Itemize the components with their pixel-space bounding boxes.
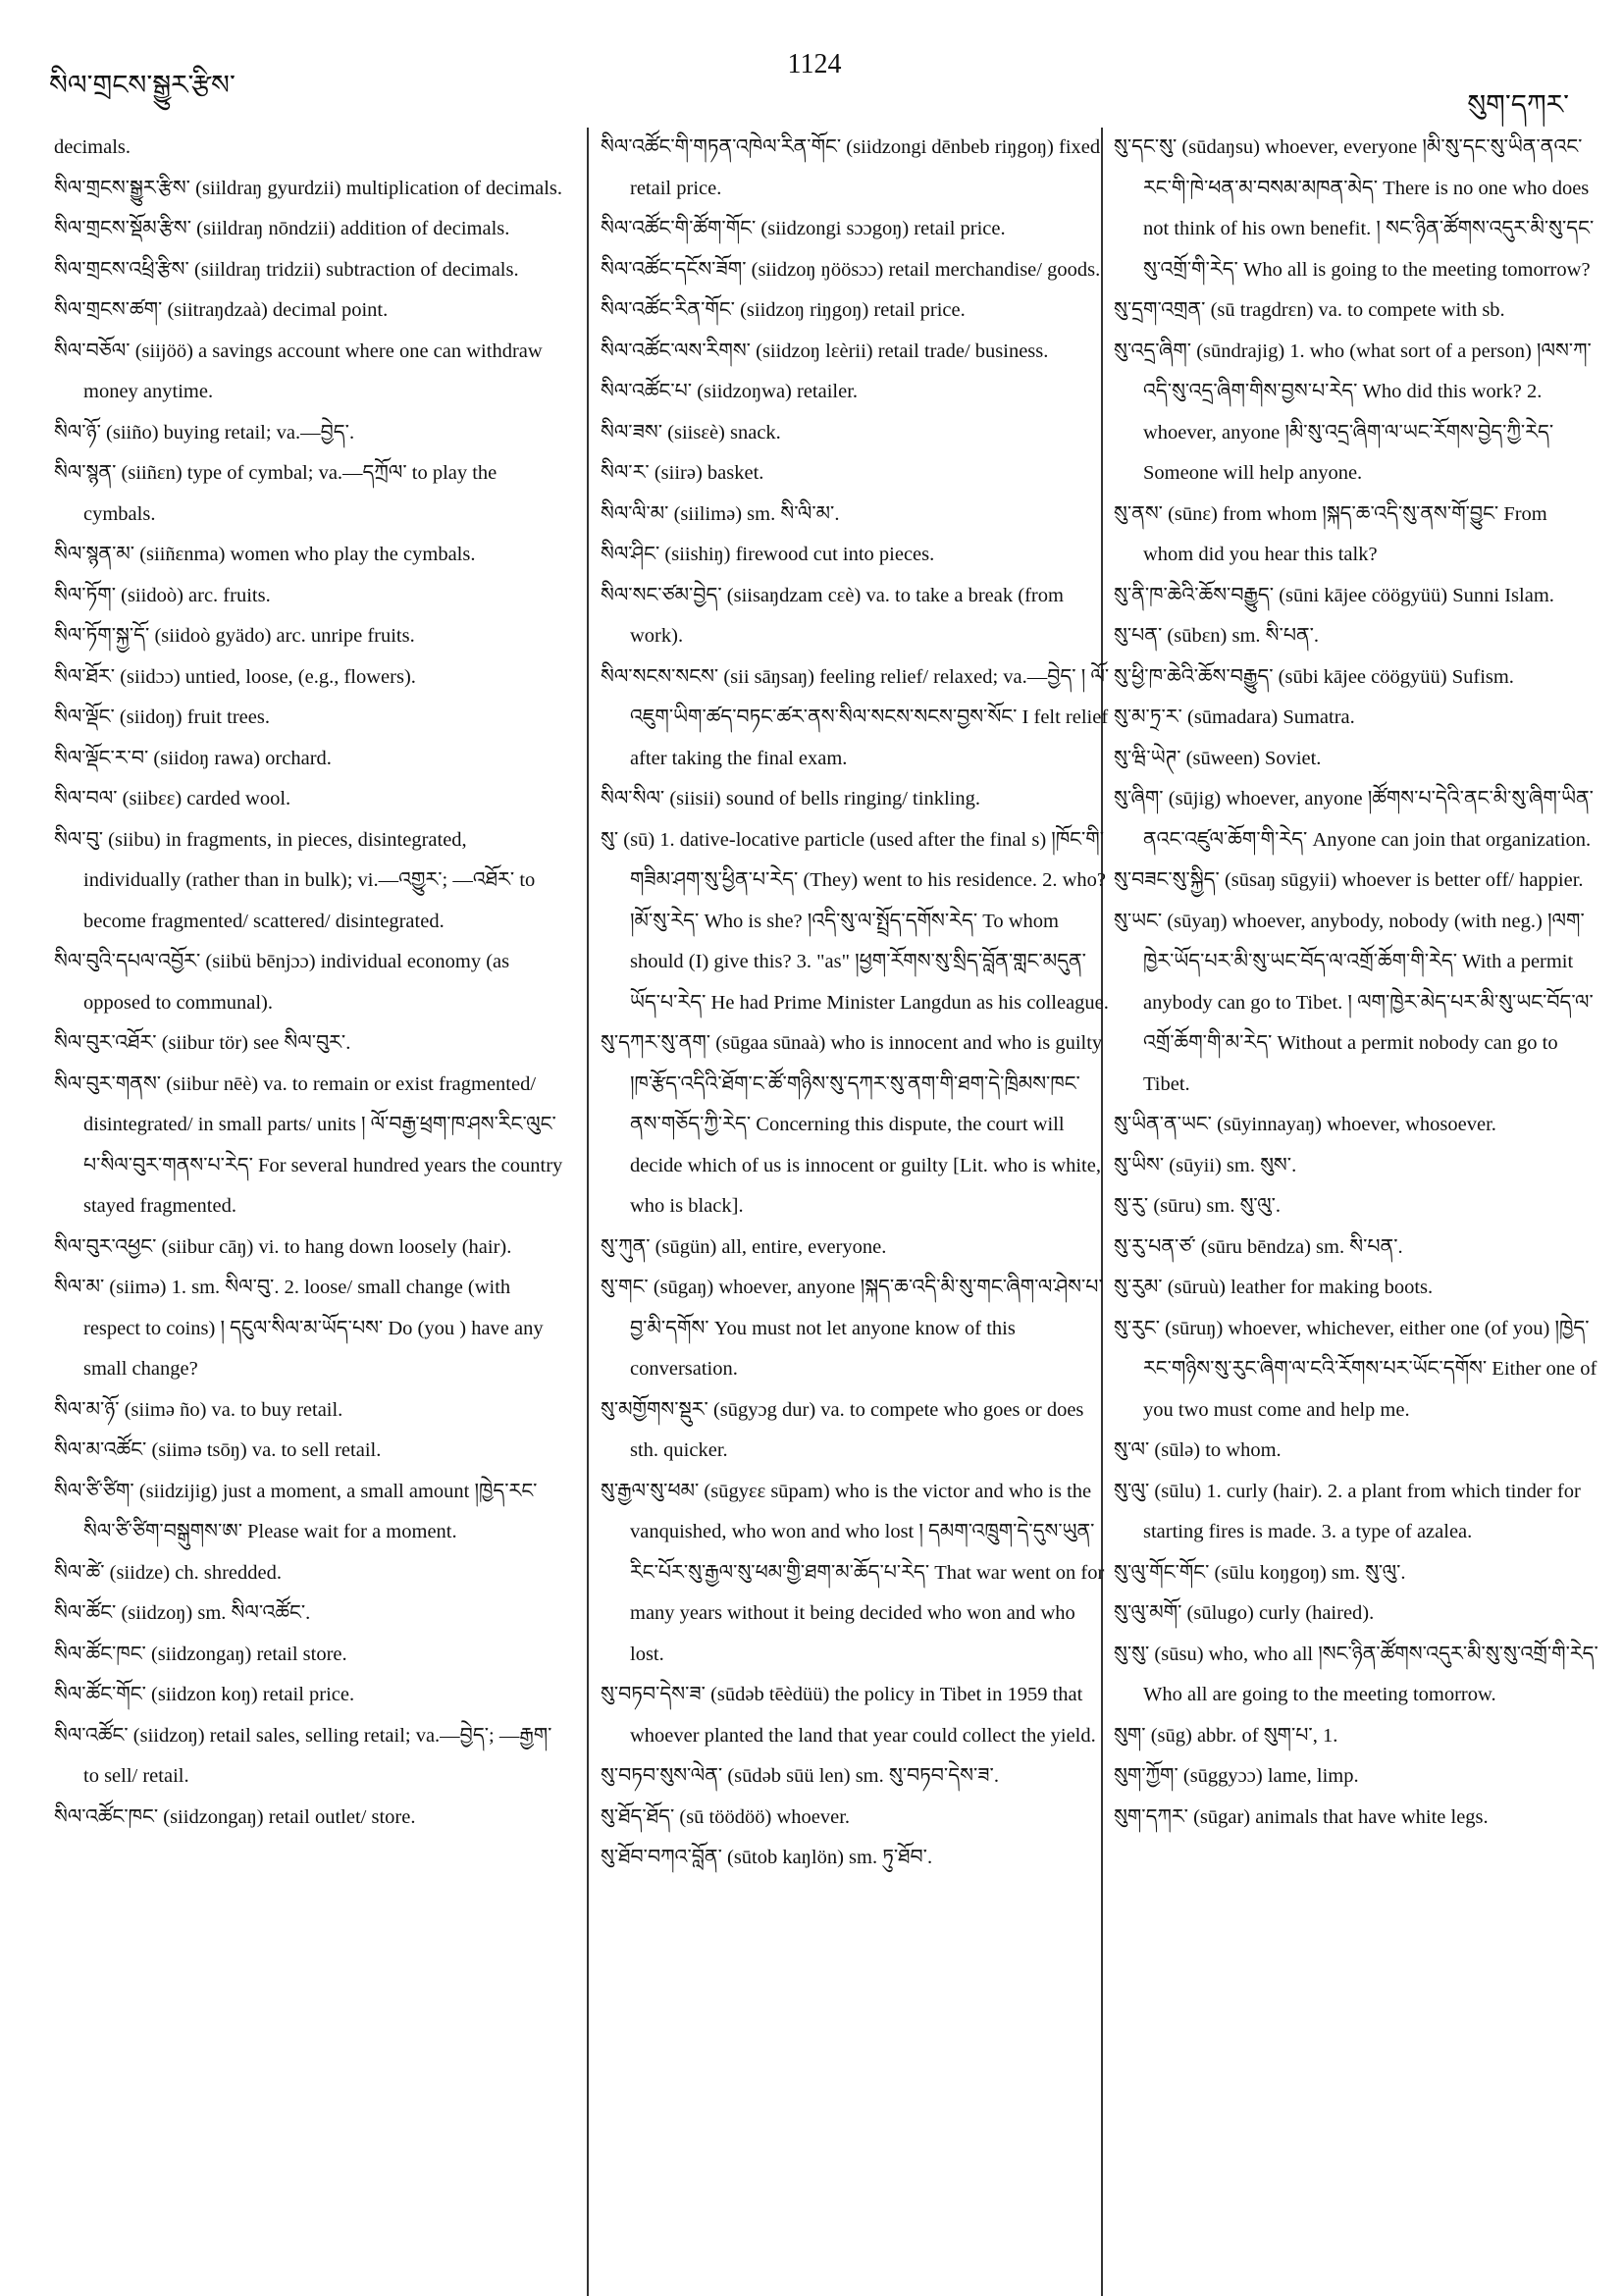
- dictionary-entry: སིལ་འཚོང་རིན་གོང་ (siidzoŋ riŋgoŋ) retail price.: [601, 299, 966, 321]
- dictionary-entry: སུ་རུང་ (sūruŋ) whoever, whichever, either one (of you) །ཁྱེད་རང་གཉིས་སུ་རུང་ཞིག་ལ་ངའི་རོགས་པར་ཡོང་དགོས་ Either one of you two must come and help me.: [1114, 1317, 1597, 1421]
- dictionary-entry: སིལ་འཚོང་གི་ཚོག་གོང་ (siidzongi sɔɔgoŋ) retail price.: [601, 218, 1006, 239]
- column-divider: [587, 128, 589, 2296]
- dictionary-entry: སིལ་ལྡོང་ (siidoŋ) fruit trees.: [54, 706, 270, 728]
- dictionary-entry: སུ་ལུ་གོང་གོང་ (sūlu koŋgoŋ) sm. སུ་ལུ་.: [1114, 1561, 1406, 1584]
- column-right: [1114, 128, 1599, 2286]
- dictionary-entry: སིལ་ཉོ་ (siiño) buying retail; va.—བྱེད་.: [54, 421, 355, 444]
- dictionary-entry: སུ་ཕྱི་ཁ་ཆེའི་ཆོས་བརྒྱུད་ (sūbi kājee cöögyüü) Sufism.: [1114, 665, 1514, 688]
- dictionary-entry: སིལ་བུར་འཐོར་ (siibur tör) see སིལ་བུར་.: [54, 1032, 351, 1054]
- dictionary-entry: སུག་དཀར་ (sūgar) animals that have white legs.: [1114, 1805, 1489, 1828]
- dictionary-entry: སུ་དང་སུ་ (sūdaŋsu) whoever, everyone །མི་སུ་དང་སུ་ཡིན་ནའང་རང་གི་ཁེ་ཕན་མ་བསམ་མཁན་མེད་ There is no one who does not think of his own benefit. ། སང་ཉིན་ཚོགས་འདུར་མི་སུ་དང་སུ་འགྲོ་གི་རེད་ Who all is going to the meeting tomorrow?: [1114, 136, 1595, 281]
- dictionary-entry: སུ་ཀུན་ (sūgün) all, entire, everyone.: [601, 1235, 887, 1258]
- dictionary-entry: སིལ་བུར་གནས་ (siibur nēè) va. to remain or exist fragmented/ disintegrated/ in small parts/ units ། ལོ་བརྒྱ་ཕྲག་ཁ་ཤས་རིང་ལུང་པ་སིལ་བུར་གནས་པ་རེད་ For several hundred years the country stayed fragmented.: [54, 1072, 563, 1217]
- dictionary-entry: སུ་འདྲ་ཞིག་ (sūndrajig) 1. who (what sort of a person) །ལས་ཀ་འདི་སུ་འདྲ་ཞིག་གིས་བྱས་པ་རེད་ Who did this work? 2. whoever, anyone །མི་སུ་འདྲ་ཞིག་ལ་ཡང་རོགས་བྱེད་ཀྱི་རེད་ Someone will help anyone.: [1114, 339, 1592, 484]
- dictionary-entry: སིལ་ཏོག་ (siidoò) arc. fruits.: [54, 584, 271, 606]
- dictionary-entry: སུ་ལུ་ (sūlu) 1. curly (hair). 2. a plant from which tinder for starting fires is made. 3. a type of azalea.: [1114, 1480, 1581, 1542]
- dictionary-entry: སིལ་ཚོང་ཁང་ (siidzongaŋ) retail store.: [54, 1643, 347, 1665]
- dictionary-entry: སུ་ (sū) 1. dative-locative particle (used after the final s) །ཁོང་གི་གཟིམ་ཤག་སུ་ཕྱིན་པ་རེད་ (They) went to his residence. 2. who? །མོ་སུ་རེད་ Who is she? །འདི་སུ་ལ་སྤྲོད་དགོས་རེད་ To whom should (I) give this? 3. "as" །ཕྱག་རོགས་སུ་སྲིད་བློན་གླང་མདུན་ཡོད་པ་རེད་ He had Prime Minister Langdun as his colleague.: [601, 828, 1109, 1014]
- running-head-right: སུག་དཀར་: [1467, 90, 1569, 121]
- dictionary-entry: སིལ་གྲངས་སྒྱུར་རྩིས་ (siildraŋ gyurdzii) multiplication of decimals.: [54, 177, 563, 199]
- dictionary-entry: སུ་ཐོད་ཐོད་ (sū töödöö) whoever.: [601, 1805, 851, 1828]
- dictionary-entry: སིལ་སྙན་ (siiñɛn) type of cymbal; va.—དཀྲོལ་ to play the cymbals.: [54, 462, 497, 525]
- dictionary-entry: སིལ་ཙི་ཙིག་ (siidzijig) just a moment, a small amount །ཁྱེད་རང་སིལ་ཙི་ཙིག་བསྒུགས་ཨ་ Please wait for a moment.: [54, 1480, 538, 1542]
- dictionary-entry: སིལ་འཚོང་པ་ (siidzoŋwa) retailer.: [601, 381, 859, 402]
- dictionary-entry: སིལ་ཟས་ (siisɛè) snack.: [601, 421, 781, 444]
- dictionary-entry: སིལ་ར་ (siirə) basket.: [601, 462, 764, 484]
- dictionary-entry: སིལ་ལྡོང་ར་བ་ (siidoŋ rawa) orchard.: [54, 747, 332, 769]
- dictionary-entry: སིལ་འཚོང་ལས་རིགས་ (siidzoŋ lɛèrii) retail trade/ business.: [601, 339, 1049, 362]
- dictionary-entry: སུ་ནི་ཁ་ཆེའི་ཆོས་བརྒྱུད་ (sūni kājee cöögyüü) Sunni Islam.: [1114, 584, 1554, 606]
- dictionary-entry: སུ་ཞིག་ (sūjig) whoever, anyone །ཚོགས་པ་དེའི་ནང་མི་སུ་ཞིག་ཡིན་ནའང་འཛུལ་ཆོག་གི་རེད་ Anyone can join that organization.: [1114, 788, 1594, 851]
- dictionary-entry: སིལ་བུའི་དཔལ་འབྱོར་ (siibü bēnjɔɔ) individual economy (as opposed to communal).: [54, 951, 510, 1014]
- dictionary-entry: སིལ་འཚོང་ཁང་ (siidzongaŋ) retail outlet/ store.: [54, 1805, 416, 1828]
- dictionary-entry: སིལ་བལ་ (siibɛɛ) carded wool.: [54, 788, 291, 809]
- running-head-left: སིལ་གྲངས་སྒྱུར་རྩིས་: [49, 71, 236, 101]
- dictionary-entry: སུ་སུ་ (sūsu) who, who all །སང་ཉིན་ཚོགས་འདུར་མི་སུ་སུ་འགྲོ་གི་རེད་ Who all are going to the meeting tomorrow.: [1114, 1643, 1598, 1705]
- dictionary-entry: སུ་ཡང་ (sūyaŋ) whoever, anybody, nobody (with neg.) །ལག་ཁྱེར་ཡོད་པར་མི་སུ་ཡང་བོད་ལ་འགྲོ་ཆོག་གི་རེད་ With a permit anybody can go to Tibet. ། ལག་ཁྱེར་མེད་པར་མི་སུ་ཡང་བོད་ལ་འགྲོ་ཆོག་གི་མ་རེད་ Without a permit nobody can go to Tibet.: [1114, 910, 1594, 1095]
- dictionary-entry: སིལ་བུར་འཕྱང་ (siibur cāŋ) vi. to hang down loosely (hair).: [54, 1235, 512, 1258]
- dictionary-entry: སུ་བཏབ་སུས་ལེན་ (sūdəb sūü len) sm. སུ་བཏབ་དེས་ཟ་.: [601, 1765, 999, 1787]
- dictionary-columns: [0, 128, 1623, 2286]
- dictionary-entry: སིལ་ཚོང་ (siidzoŋ) sm. སིལ་འཚོང་.: [54, 1602, 311, 1624]
- dictionary-entry: སུ་ཐོབ་བཀའ་བློན་ (sūtob kaŋlön) sm. ཏུ་ཐོབ་.: [601, 1847, 933, 1868]
- dictionary-entry: སིལ་ཐོར་ (siidɔɔ) untied, loose, (e.g., flowers).: [54, 665, 416, 688]
- dictionary-entry: སུ་དཀར་སུ་ནག་ (sūgaa sūnaà) who is innocent and who is guilty །ཁ་རྩོད་འདིའི་ཐོག་ང་ཚོ་གཉིས་སུ་དཀར་སུ་ནག་གི་ཐག་དེ་ཁྲིམས་ཁང་ནས་གཅོད་ཀྱི་རེད་ Concerning this dispute, the court will decide which of us is innocent or guilty [Lit. who is white, who is black].: [601, 1032, 1103, 1217]
- dictionary-entry: སིལ་འཚོང་ (siidzoŋ) retail sales, selling retail; va.—བྱེད་; —རྒྱག་ to sell/ retail.: [54, 1724, 552, 1787]
- dictionary-entry: སུ་བཏབ་དེས་ཟ་ (sūdəb tēèdüü) the policy in Tibet in 1959 that whoever planted the land that year could collect the yield.: [601, 1684, 1096, 1747]
- dictionary-entry: སིལ་གྲངས་ཚག་ (siitraŋdzaà) decimal point.: [54, 299, 389, 321]
- column-middle: [601, 128, 1111, 2286]
- dictionary-entry: སུ་ལུ་མགོ་ (sūlugo) curly (haired).: [1114, 1602, 1375, 1624]
- dictionary-entry: སིལ་ལི་མ་ (siilimə) sm. སི་ལི་མ་.: [601, 502, 840, 525]
- dictionary-entry: decimals.: [54, 136, 131, 158]
- dictionary-entry: སིལ་འཚོང་གི་གཏན་འཁེལ་རིན་གོང་ (siidzongi dēnbeb riŋgoŋ) fixed retail price.: [601, 136, 1101, 199]
- dictionary-entry: སིལ་གྲངས་སྡོམ་རྩིས་ (siildraŋ nōndzii) addition of decimals.: [54, 218, 510, 239]
- dictionary-entry: སུ་བཟང་སུ་སྐྱིད་ (sūsaŋ sūgyii) whoever is better off/ happier.: [1114, 869, 1584, 891]
- dictionary-entry: སིལ་བུ་ (siibu) in fragments, in pieces, disintegrated, individually (rather than in bulk); vi.—འགྱུར་; —འཐོར་ to become fragmented/ scattered/ disintegrated.: [54, 828, 536, 932]
- dictionary-entry: སིལ་ཚེ་ (siidze) ch. shredded.: [54, 1561, 282, 1584]
- dictionary-entry: སིལ་བཅོལ་ (siijöö) a savings account where one can withdraw money anytime.: [54, 339, 543, 402]
- dictionary-entry: སུག་ (sūg) abbr. of སུག་པ་, 1.: [1114, 1724, 1338, 1747]
- dictionary-entry: སིལ་འཚོང་དངོས་ཟོག་ (siidzoŋ ŋöösɔɔ) retail merchandise/ goods.: [601, 258, 1101, 281]
- dictionary-entry: སུ་རུ་པན་ཙ་ (sūru bēndza) sm. སི་པན་.: [1114, 1235, 1403, 1258]
- dictionary-entry: སིལ་མ་ཉོ་ (siimə ño) va. to buy retail.: [54, 1398, 343, 1421]
- dictionary-entry: སིལ་སིལ་ (siisii) sound of bells ringing/ tinkling.: [601, 788, 980, 809]
- dictionary-entry: སིལ་གྲངས་འཕྲི་རྩིས་ (siildraŋ tridzii) subtraction of decimals.: [54, 258, 519, 281]
- dictionary-entry: སུ་དྲག་འགྲན་ (sū tragdrɛn) va. to compete with sb.: [1114, 299, 1505, 321]
- dictionary-entry: སུ་པན་ (sūbɛn) sm. སི་པན་.: [1114, 625, 1320, 647]
- page-number: 1124: [787, 49, 842, 79]
- dictionary-entry: སིལ་སྙན་མ་ (siiñɛnma) women who play the cymbals.: [54, 544, 476, 565]
- dictionary-entry: སིལ་སངས་སངས་ (sii sāŋsaŋ) feeling relief/ relaxed; va.—བྱེད་ ། ལོ་འཇུག་ཡིག་ཚད་བཏང་ཚར་ནས་སིལ་སངས་སངས་བྱས་སོང་ I felt relief after taking the final exam.: [601, 665, 1110, 769]
- dictionary-entry: སུ་ཝི་ཡེཊ་ (sūween) Soviet.: [1114, 747, 1322, 769]
- dictionary-entry: སུ་ཡིན་ན་ཡང་ (sūyinnayaŋ) whoever, whosoever.: [1114, 1114, 1496, 1135]
- dictionary-entry: སིལ་ཚོང་གོང་ (siidzon koŋ) retail price.: [54, 1684, 355, 1705]
- dictionary-entry: སུ་མ་ཏྲ་ར་ (sūmadara) Sumatra.: [1114, 706, 1355, 728]
- dictionary-entry: སུ་རུ་ (sūru) sm. སུ་ལུ་.: [1114, 1195, 1282, 1217]
- dictionary-entry: སུ་ལ་ (sūlə) to whom.: [1114, 1439, 1282, 1461]
- page-header: [0, 0, 1623, 128]
- dictionary-entry: སུ་རུམ་ (sūruù) leather for making boots.: [1114, 1277, 1434, 1298]
- dictionary-entry: སིལ་ཤིང་ (siishiŋ) firewood cut into pieces.: [601, 544, 935, 565]
- dictionary-entry: སུ་ཡིས་ (sūyii) sm. སུས་.: [1114, 1154, 1297, 1176]
- dictionary-entry: སུག་ཀྱོག་ (sūggyɔɔ) lame, limp.: [1114, 1765, 1359, 1787]
- dictionary-entry: སུ་གང་ (sūgaŋ) whoever, anyone །སྐད་ཆ་འདི་མི་སུ་གང་ཞིག་ལ་ཤེས་པ་བྱ་མི་དགོས་ You must not let anyone know of this conversation.: [601, 1277, 1103, 1380]
- dictionary-entry: སིལ་མ་འཚོང་ (siimə tsōŋ) va. to sell retail.: [54, 1439, 382, 1461]
- dictionary-entry: སུ་རྒྱལ་སུ་ཕམ་ (sūgyɛɛ sūpam) who is the victor and who is the vanquished, who won and who lost ། དམག་འཁྲུག་དེ་དུས་ཡུན་རིང་པོར་སུ་རྒྱལ་སུ་ཕམ་གྱི་ཐག་མ་ཆོད་པ་རེད་ That war went on for many years without it being decided who won and who lost.: [601, 1480, 1105, 1665]
- dictionary-entry: སུ་མགྱོགས་སྡུར་ (sūgyɔg dur) va. to compete who goes or does sth. quicker.: [601, 1398, 1084, 1461]
- dictionary-entry: སིལ་ཏོག་སྐྱ་དོ་ (siidoò gyädo) arc. unripe fruits.: [54, 625, 415, 647]
- dictionary-entry: སིལ་མ་ (siimə) 1. sm. སིལ་བུ་. 2. loose/ small change (with respect to coins) ། དངུལ་སིལ་མ་ཡོད་པས་ Do (you ) have any small change?: [54, 1277, 544, 1380]
- dictionary-entry: སུ་ནས་ (sūnɛ) from whom །སྐད་ཆ་འདི་སུ་ནས་གོ་བྱུང་ From whom did you hear this talk?: [1114, 502, 1547, 565]
- column-left: [54, 128, 564, 2286]
- dictionary-entry: སིལ་སང་ཙམ་བྱེད་ (siisaŋdzam cɛè) va. to take a break (from work).: [601, 584, 1064, 647]
